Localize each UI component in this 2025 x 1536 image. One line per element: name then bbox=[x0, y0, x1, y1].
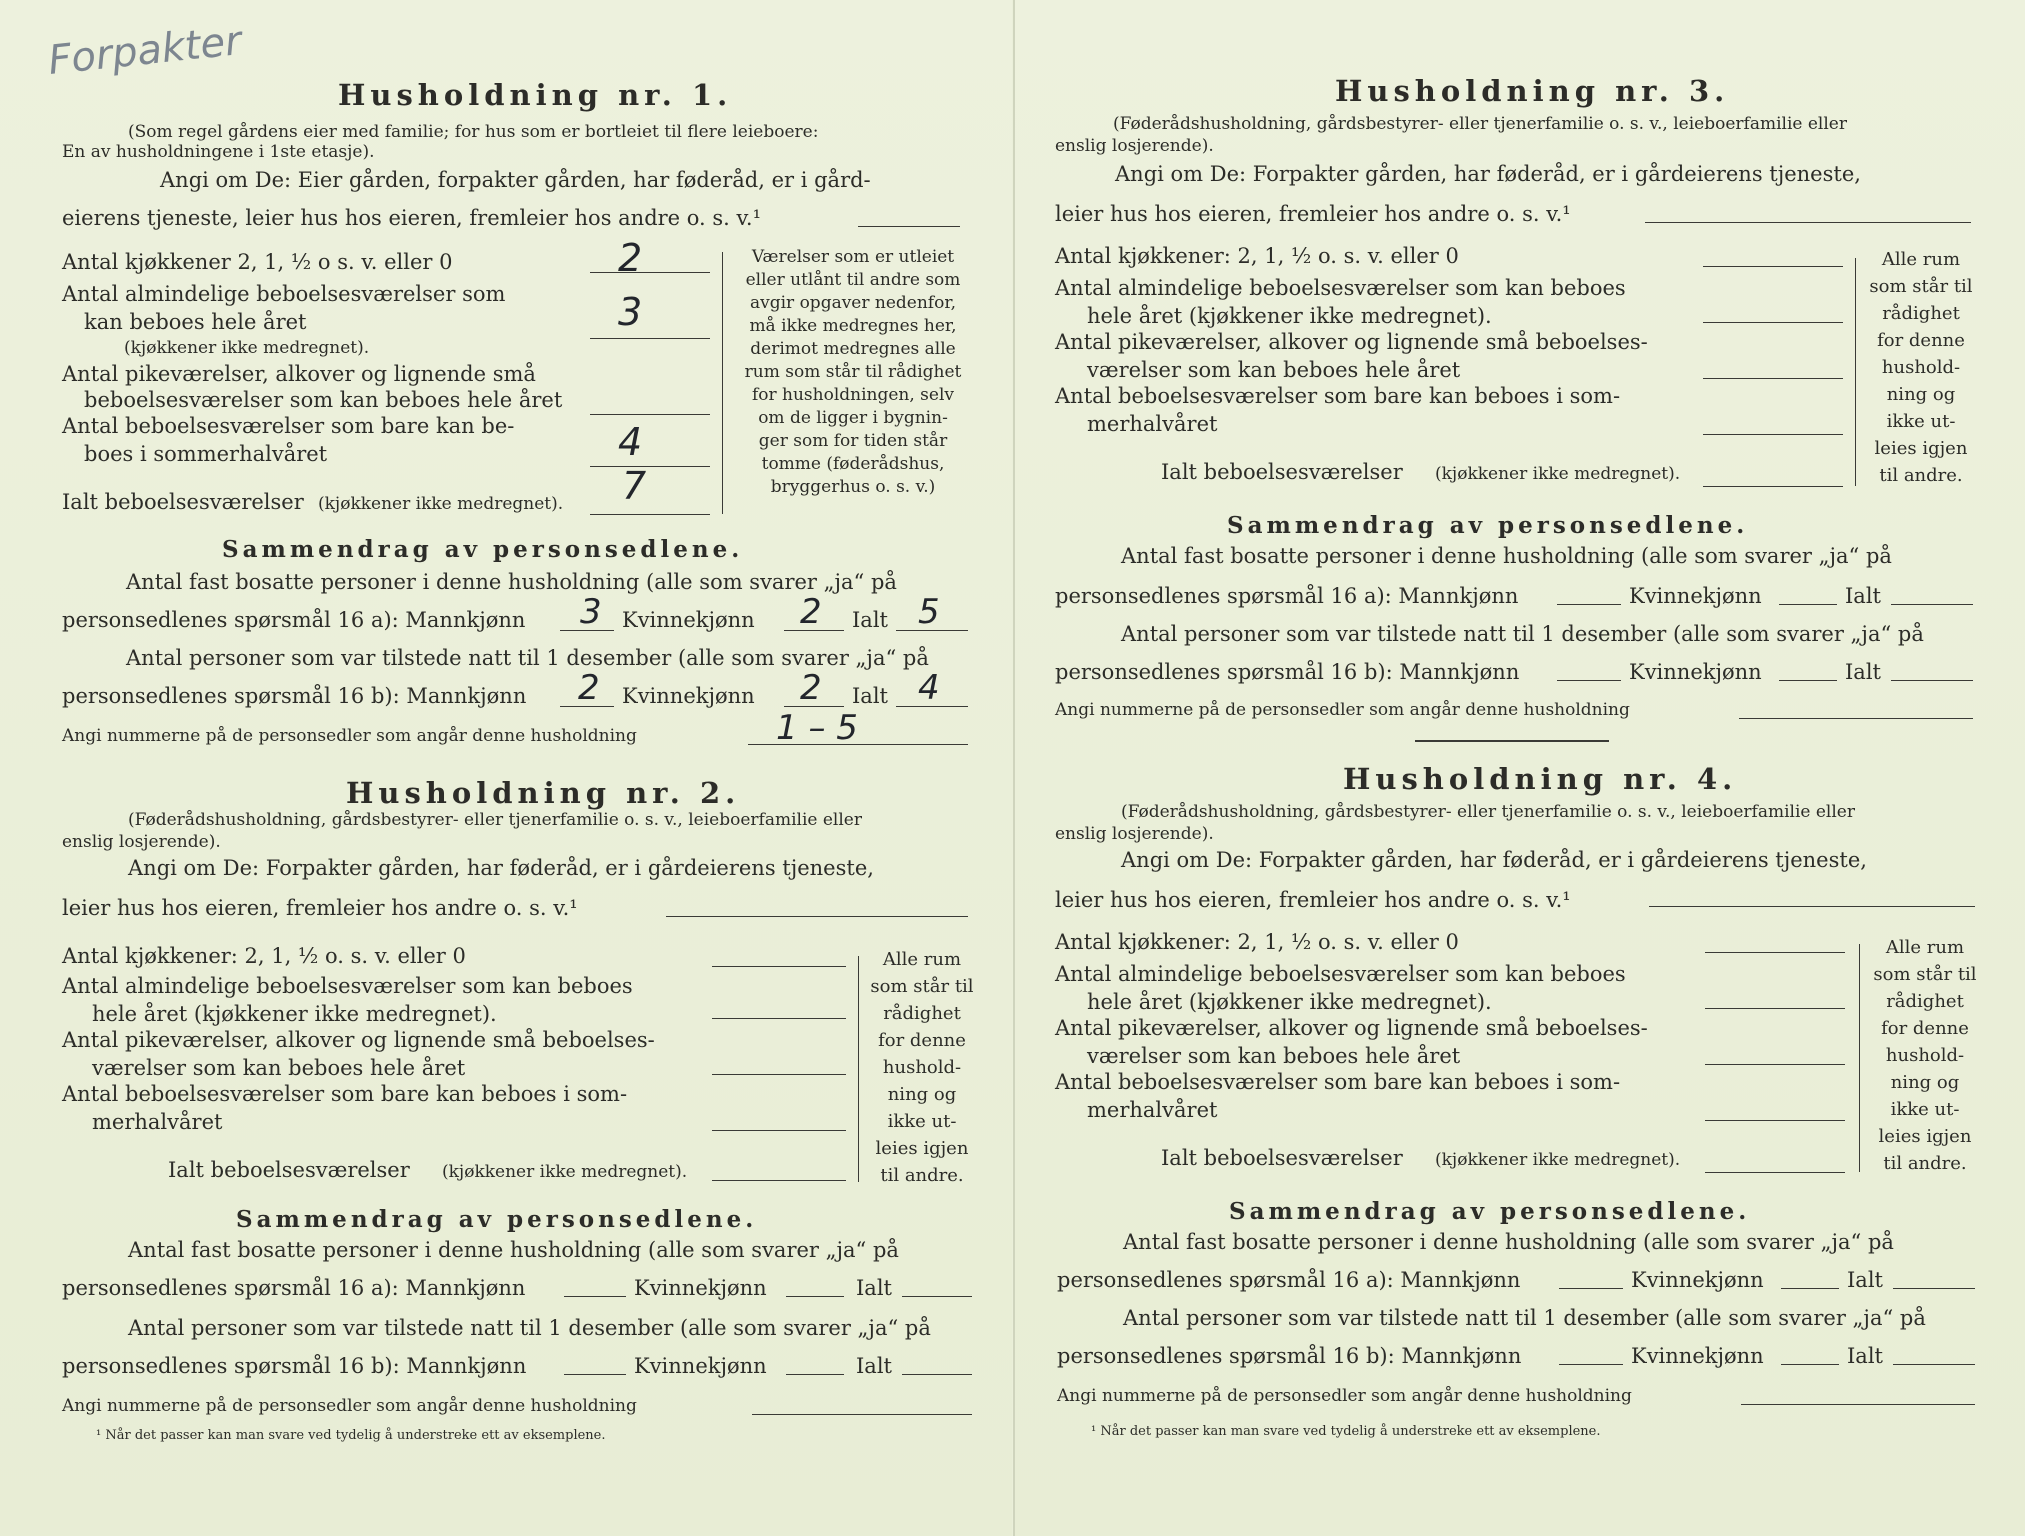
answer-line bbox=[590, 272, 710, 273]
summary-1-line-1: Antal fast bosatte personer i denne husholdning (alle som svarer „ja“ på bbox=[126, 570, 897, 594]
answer-line bbox=[752, 1414, 972, 1415]
summary-2-numbers-label: Angi nummerne på de personsedler som angår denne husholdning bbox=[62, 1396, 637, 1416]
answer-line bbox=[590, 514, 710, 515]
summary-1-line-3: Antal personer som var tilstede natt til 1 desember (alle som svarer „ja“ på bbox=[126, 646, 929, 670]
household-4-maid-rooms-label-2: værelser som kan beboes hele året bbox=[1087, 1044, 1461, 1068]
answer-numbers: 1 – 5 bbox=[776, 708, 858, 748]
answer-line bbox=[712, 1130, 846, 1131]
answer-line bbox=[712, 1180, 846, 1181]
household-3-angi-line-1: Angi om De: Forpakter gården, har føderåd, er i gårdeierens tjeneste, bbox=[1115, 162, 1861, 186]
household-4-ordinary-rooms-label: Antal almindelige beboelsesværelser som kan beboes bbox=[1055, 962, 1626, 986]
summary-4-line-4: personsedlenes spørsmål 16 b): Mannkjønn bbox=[1057, 1344, 1522, 1368]
household-4-angi-line-1: Angi om De: Forpakter gården, har føderåd, er i gårdeierens tjeneste, bbox=[1121, 848, 1867, 872]
household-2-angi-line-1: Angi om De: Forpakter gården, har føderåd, er i gårdeierens tjeneste, bbox=[128, 856, 874, 880]
household-2-ordinary-rooms-label-2: hele året (kjøkkener ikke medregnet). bbox=[92, 1002, 497, 1026]
answer-line bbox=[666, 916, 968, 917]
household-2-summer-rooms-label-2: merhalvåret bbox=[92, 1110, 223, 1134]
summary-3-line-3: Antal personer som var tilstede natt til 1 desember (alle som svarer „ja“ på bbox=[1121, 622, 1924, 646]
household-3-side-note: Alle rum som står til rådighet for denne hushold- ning og ikke ut- leies igjen til andre. bbox=[1869, 249, 1973, 486]
household-2-ordinary-rooms-label: Antal almindelige beboelsesværelser som kan beboes bbox=[62, 974, 633, 998]
answer-line bbox=[1703, 486, 1843, 487]
answer-line bbox=[1739, 718, 1973, 719]
summary-3-female-label: Kvinnekjønn bbox=[1629, 584, 1762, 608]
footnote: ¹ Når det passer kan man svare ved tydelig å understreke ett av eksemplene. bbox=[96, 1428, 606, 1443]
summary-2-female-label-2: Kvinnekjønn bbox=[634, 1354, 767, 1378]
summary-1-female-label: Kvinnekjønn bbox=[622, 608, 755, 632]
household-2-title: Husholdning nr. 2. bbox=[346, 776, 741, 810]
answer-line bbox=[902, 1374, 972, 1375]
ordinary-rooms-label-2: kan beboes hele året bbox=[84, 310, 307, 334]
summary-2-female-label: Kvinnekjønn bbox=[634, 1276, 767, 1300]
answer-line bbox=[1891, 680, 1973, 681]
answer-line bbox=[712, 1074, 846, 1075]
household-4-summer-rooms-label-2: merhalvåret bbox=[1087, 1098, 1218, 1122]
answer-line bbox=[1559, 1288, 1623, 1289]
household-2-kitchens-label: Antal kjøkkener: 2, 1, ½ o. s. v. eller 0 bbox=[62, 944, 466, 968]
household-3-maid-rooms-label: Antal pikeværelser, alkover og lignende små beboelses- bbox=[1055, 330, 1648, 354]
household-4-title: Husholdning nr. 4. bbox=[1343, 762, 1738, 796]
household-2-side-note: Alle rum som står til rådighet for denne hushold- ning og ikke ut- leies igjen til andre. bbox=[870, 949, 974, 1186]
household-4-note: (Føderådshusholdning, gårdsbestyrer- eller tjenerfamilie o. s. v., leieboerfamilie eller bbox=[1121, 802, 1855, 822]
answer-line bbox=[1557, 680, 1621, 681]
answer-line bbox=[1703, 322, 1843, 323]
answer-line bbox=[590, 414, 710, 415]
summary-4-female-label: Kvinnekjønn bbox=[1631, 1268, 1764, 1292]
summary-4-female-label-2: Kvinnekjønn bbox=[1631, 1344, 1764, 1368]
household-1-title: Husholdning nr. 1. bbox=[338, 78, 733, 112]
household-3-summer-rooms-label-2: merhalvåret bbox=[1087, 412, 1218, 436]
household-4-maid-rooms-label: Antal pikeværelser, alkover og lignende små beboelses- bbox=[1055, 1016, 1648, 1040]
answer-line bbox=[858, 226, 960, 227]
household-3-title: Husholdning nr. 3. bbox=[1335, 74, 1730, 108]
summary-1-total-label-2: Ialt bbox=[852, 684, 888, 708]
summary-1-female-label-2: Kvinnekjønn bbox=[622, 684, 755, 708]
maid-rooms-label-2: beboelsesværelser som kan beboes hele året bbox=[84, 388, 563, 412]
summary-3-title: Sammendrag av personsedlene. bbox=[1227, 512, 1749, 539]
ordinary-rooms-label-3: (kjøkkener ikke medregnet). bbox=[124, 338, 370, 358]
household-3-ordinary-rooms-label: Antal almindelige beboelsesværelser som kan beboes bbox=[1055, 276, 1626, 300]
total-rooms-note: (kjøkkener ikke medregnet). bbox=[318, 494, 564, 514]
household-2-summer-rooms-label: Antal beboelsesværelser som bare kan beboes i som- bbox=[62, 1082, 628, 1106]
answer-line bbox=[564, 1374, 626, 1375]
household-4-summer-rooms-label: Antal beboelsesværelser som bare kan beboes i som- bbox=[1055, 1070, 1621, 1094]
summary-1-title: Sammendrag av personsedlene. bbox=[222, 536, 744, 563]
left-page bbox=[0, 0, 1012, 1536]
answer-line bbox=[712, 966, 846, 967]
answer-line bbox=[1779, 604, 1837, 605]
household-3-maid-rooms-label-2: værelser som kan beboes hele året bbox=[1087, 358, 1461, 382]
summer-rooms-label-2: boes i sommerhalvåret bbox=[84, 442, 328, 466]
answer-resident-total: 5 bbox=[918, 592, 940, 632]
answer-line bbox=[1703, 378, 1843, 379]
answer-line bbox=[1649, 906, 1975, 907]
answer-line bbox=[902, 1296, 972, 1297]
answer-line bbox=[1779, 680, 1837, 681]
summary-1-line-4: personsedlenes spørsmål 16 b): Mannkjønn bbox=[62, 684, 527, 708]
summary-2-title: Sammendrag av personsedlene. bbox=[236, 1206, 758, 1233]
household-4-side-note: Alle rum som står til rådighet for denne hushold- ning og ikke ut- leies igjen til andre. bbox=[1873, 937, 1977, 1174]
household-1-note: (Som regel gårdens eier med familie; for hus som er bortleiet til flere leieboere: bbox=[128, 122, 819, 142]
section-divider bbox=[1415, 740, 1609, 742]
household-2-maid-rooms-label: Antal pikeværelser, alkover og lignende små beboelses- bbox=[62, 1028, 655, 1052]
summary-3-total-label-2: Ialt bbox=[1845, 660, 1881, 684]
household-4-angi-line-2: leier hus hos eieren, fremleier hos andre o. s. v.¹ bbox=[1055, 888, 1571, 912]
answer-line bbox=[1781, 1364, 1839, 1365]
answer-line bbox=[1557, 604, 1621, 605]
summary-2-line-3: Antal personer som var tilstede natt til 1 desember (alle som svarer „ja“ på bbox=[128, 1316, 931, 1340]
margin-note-forpakter: Forpakter bbox=[46, 18, 244, 84]
answer-line bbox=[590, 338, 710, 339]
answer-line bbox=[1741, 1404, 1975, 1405]
answer-line bbox=[564, 1296, 626, 1297]
answer-line bbox=[1705, 1120, 1845, 1121]
household-3-angi-line-2: leier hus hos eieren, fremleier hos andre o. s. v.¹ bbox=[1055, 202, 1571, 226]
household-1-angi-line-1: Angi om De: Eier gården, forpakter gården, har føderåd, er i gård- bbox=[160, 168, 871, 192]
summary-2-line-4: personsedlenes spørsmål 16 b): Mannkjønn bbox=[62, 1354, 527, 1378]
household-1-note-2: En av husholdningene i 1ste etasje). bbox=[62, 142, 375, 162]
summary-4-line-3: Antal personer som var tilstede natt til 1 desember (alle som svarer „ja“ på bbox=[1123, 1306, 1926, 1330]
answer-line bbox=[1893, 1288, 1975, 1289]
household-4-total-rooms-label: Ialt beboelsesværelser bbox=[1161, 1146, 1403, 1170]
answer-resident-male: 3 bbox=[580, 592, 602, 632]
summary-4-numbers-label: Angi nummerne på de personsedler som angår denne husholdning bbox=[1057, 1386, 1632, 1406]
right-page bbox=[1013, 0, 2025, 1536]
answer-line bbox=[712, 1018, 846, 1019]
answer-line bbox=[1705, 1172, 1845, 1173]
brace bbox=[1855, 258, 1856, 486]
household-2-angi-line-2: leier hus hos eieren, fremleier hos andre o. s. v.¹ bbox=[62, 896, 578, 920]
summary-3-line-4: personsedlenes spørsmål 16 b): Mannkjønn bbox=[1055, 660, 1520, 684]
brace bbox=[1859, 944, 1860, 1172]
answer-present-male: 2 bbox=[578, 668, 600, 708]
answer-present-total: 4 bbox=[918, 668, 940, 708]
answer-summer-rooms: 4 bbox=[618, 420, 643, 464]
household-4-kitchens-label: Antal kjøkkener: 2, 1, ½ o. s. v. eller 0 bbox=[1055, 930, 1459, 954]
household-3-ordinary-rooms-label-2: hele året (kjøkkener ikke medregnet). bbox=[1087, 304, 1492, 328]
summary-4-line-1: Antal fast bosatte personer i denne husholdning (alle som svarer „ja“ på bbox=[1123, 1230, 1894, 1254]
summary-4-line-2: personsedlenes spørsmål 16 a): Mannkjønn bbox=[1057, 1268, 1521, 1292]
household-3-summer-rooms-label: Antal beboelsesværelser som bare kan beboes i som- bbox=[1055, 384, 1621, 408]
summary-3-female-label-2: Kvinnekjønn bbox=[1629, 660, 1762, 684]
summary-3-numbers-label: Angi nummerne på de personsedler som angår denne husholdning bbox=[1055, 700, 1630, 720]
maid-rooms-label: Antal pikeværelser, alkover og lignende små bbox=[62, 362, 536, 386]
answer-line bbox=[1893, 1364, 1975, 1365]
summary-2-line-1: Antal fast bosatte personer i denne husholdning (alle som svarer „ja“ på bbox=[128, 1238, 899, 1262]
household-4-total-rooms-note: (kjøkkener ikke medregnet). bbox=[1435, 1150, 1681, 1170]
answer-line bbox=[590, 466, 710, 467]
household-3-total-rooms-note: (kjøkkener ikke medregnet). bbox=[1435, 464, 1681, 484]
household-4-note-2: enslig losjerende). bbox=[1055, 824, 1214, 844]
answer-line bbox=[1891, 604, 1973, 605]
summary-2-total-label-2: Ialt bbox=[856, 1354, 892, 1378]
summary-3-line-2: personsedlenes spørsmål 16 a): Mannkjønn bbox=[1055, 584, 1519, 608]
answer-line bbox=[1559, 1364, 1623, 1365]
answer-total-rooms: 7 bbox=[622, 464, 647, 508]
household-2-total-rooms-label: Ialt beboelsesværelser bbox=[168, 1158, 410, 1182]
answer-resident-female: 2 bbox=[800, 592, 822, 632]
household-2-note: (Føderådshusholdning, gårdsbestyrer- eller tjenerfamilie o. s. v., leieboerfamilie eller bbox=[128, 810, 862, 830]
brace bbox=[722, 252, 723, 514]
kitchens-label: Antal kjøkkener 2, 1, ½ o s. v. eller 0 bbox=[62, 250, 453, 274]
summary-4-total-label: Ialt bbox=[1847, 1268, 1883, 1292]
summary-1-numbers-label: Angi nummerne på de personsedler som angår denne husholdning bbox=[62, 726, 637, 746]
household-3-note-2: enslig losjerende). bbox=[1055, 136, 1214, 156]
summary-4-total-label-2: Ialt bbox=[1847, 1344, 1883, 1368]
answer-kitchens: 2 bbox=[618, 236, 643, 280]
answer-line bbox=[786, 1374, 844, 1375]
household-1-side-note: Værelser som er utleiet eller utlånt til andre som avgir opgaver nedenfor, må ikke medregnes her, derimot medregnes alle rum som står til rådighet for husholdningen, selv om de ligger i bygnin- ger som for tiden står tomme (føderådshus, bryggerhus o. s. v.) bbox=[744, 247, 962, 497]
household-4-ordinary-rooms-label-2: hele året (kjøkkener ikke medregnet). bbox=[1087, 990, 1492, 1014]
answer-line bbox=[1705, 1064, 1845, 1065]
answer-line bbox=[1705, 952, 1845, 953]
answer-line bbox=[1703, 434, 1843, 435]
summary-2-total-label: Ialt bbox=[856, 1276, 892, 1300]
household-1-angi-line-2: eierens tjeneste, leier hus hos eieren, fremleier hos andre o. s. v.¹ bbox=[62, 206, 761, 230]
summer-rooms-label: Antal beboelsesværelser som bare kan be- bbox=[62, 414, 515, 438]
answer-line bbox=[1705, 1008, 1845, 1009]
summary-3-total-label: Ialt bbox=[1845, 584, 1881, 608]
total-rooms-label: Ialt beboelsesværelser bbox=[62, 490, 304, 514]
summary-3-line-1: Antal fast bosatte personer i denne husholdning (alle som svarer „ja“ på bbox=[1121, 544, 1892, 568]
summary-2-line-2: personsedlenes spørsmål 16 a): Mannkjønn bbox=[62, 1276, 526, 1300]
answer-line bbox=[1781, 1288, 1839, 1289]
answer-ordinary-rooms: 3 bbox=[618, 290, 643, 334]
summary-4-title: Sammendrag av personsedlene. bbox=[1229, 1198, 1751, 1225]
household-3-total-rooms-label: Ialt beboelsesværelser bbox=[1161, 460, 1403, 484]
household-2-maid-rooms-label-2: værelser som kan beboes hele året bbox=[92, 1056, 466, 1080]
household-3-kitchens-label: Antal kjøkkener: 2, 1, ½ o. s. v. eller 0 bbox=[1055, 244, 1459, 268]
footnote: ¹ Når det passer kan man svare ved tydelig å understreke ett av eksemplene. bbox=[1091, 1424, 1601, 1439]
summary-1-total-label: Ialt bbox=[852, 608, 888, 632]
ordinary-rooms-label: Antal almindelige beboelsesværelser som bbox=[62, 282, 506, 306]
answer-line bbox=[1703, 266, 1843, 267]
household-3-note: (Føderådshusholdning, gårdsbestyrer- eller tjenerfamilie o. s. v., leieboerfamilie eller bbox=[1113, 114, 1847, 134]
household-2-note-2: enslig losjerende). bbox=[62, 832, 221, 852]
answer-present-female: 2 bbox=[800, 668, 822, 708]
summary-1-line-2: personsedlenes spørsmål 16 a): Mannkjønn bbox=[62, 608, 526, 632]
brace bbox=[858, 956, 859, 1182]
household-2-total-rooms-note: (kjøkkener ikke medregnet). bbox=[442, 1162, 688, 1182]
answer-line bbox=[786, 1296, 844, 1297]
answer-line bbox=[1645, 222, 1971, 223]
